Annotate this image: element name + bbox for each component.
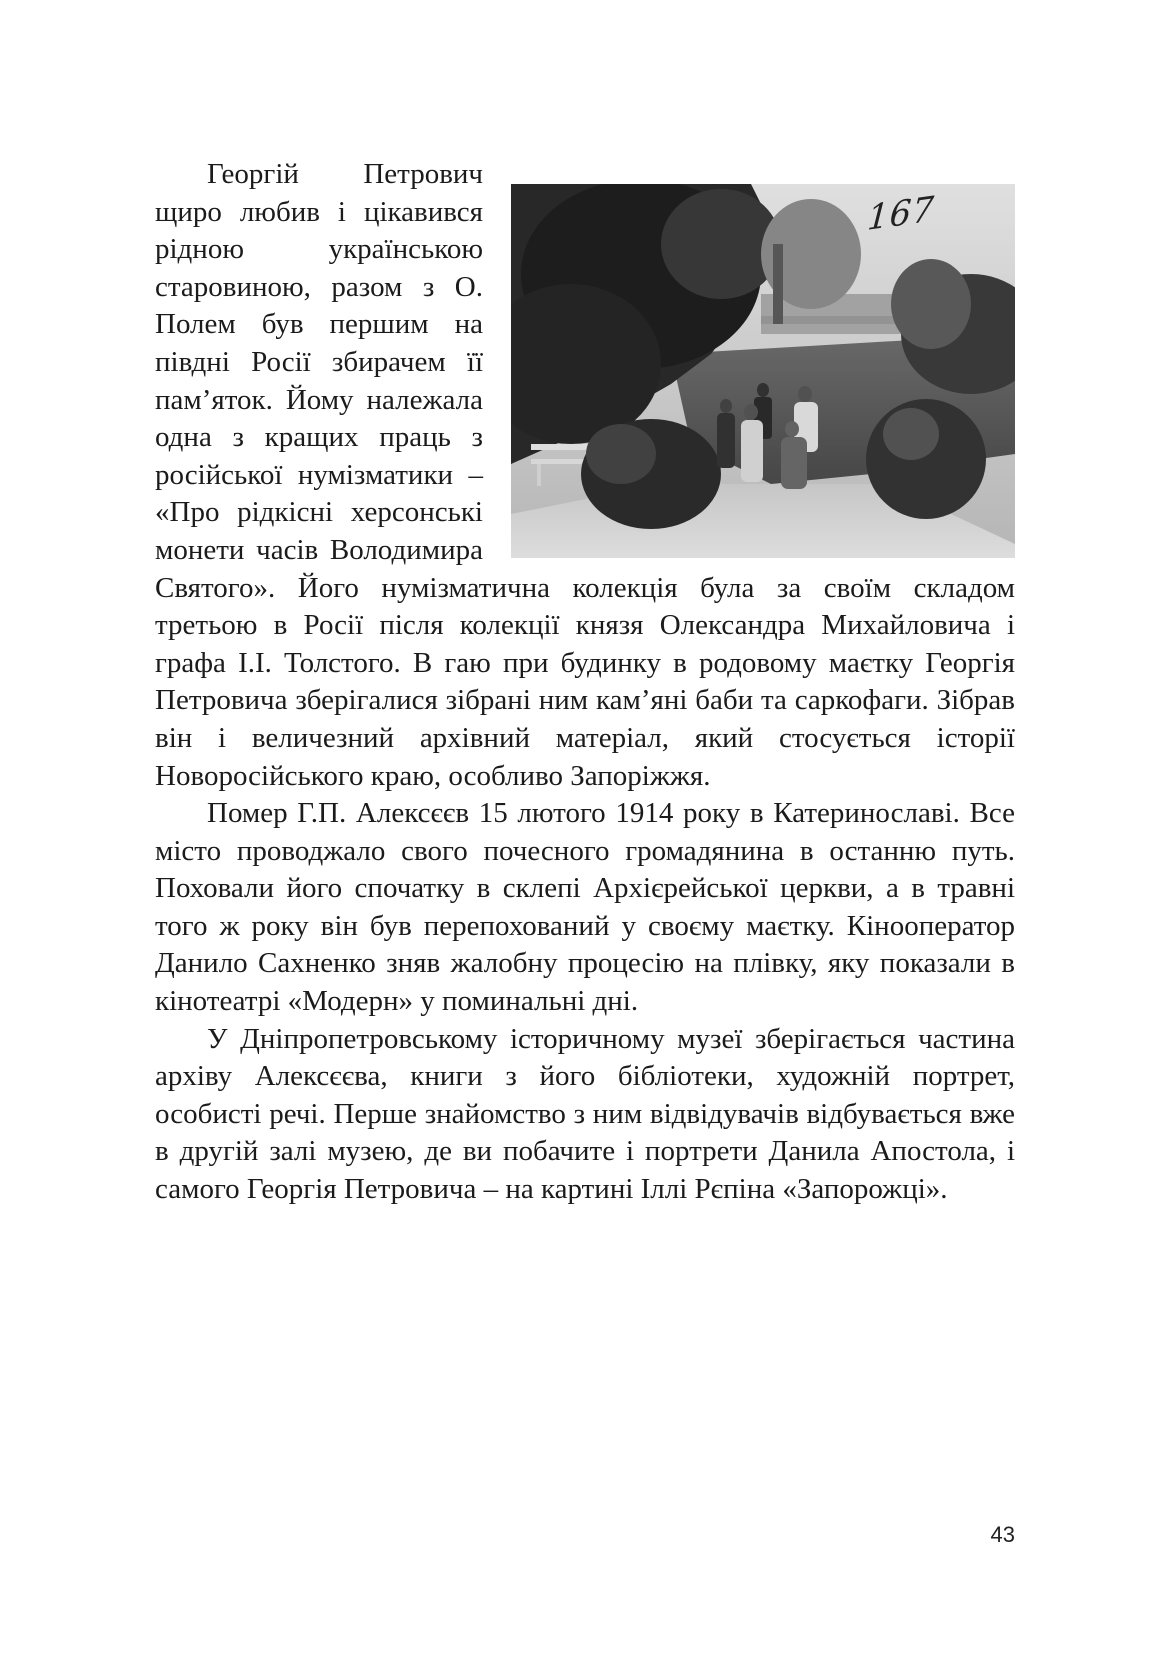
paragraph: У Дніпропетровському історичному музеї зберігається частина архіву Алексєєва, книги з його бібліотеки, художній портрет, особисті речі. Перше знайомство з ним відвідувачів відбувається вже в другій залі музею, де ви побачите і портрети Данила Апостола, і самого Георгія Петровича – на картині Іллі Рєпіна «Запорожці».	[155, 1022, 1015, 1206]
paragraph: Помер Г.П. Алексєєв 15 лютого 1914 року в Катеринославі. Все місто проводжало свого почесного громадянина в останню путь. Поховали його спочатку в склепі Архієрейської церкви, а в травні того ж року він був перепохований у своєму маєтку. Кінооператор Данило Сахненко зняв жалобну процесію на плівку, яку показали в кінотеатрі «Модерн» у поминальні дні.	[155, 797, 1015, 1018]
photo-number: 167	[866, 188, 937, 240]
page-number: 43	[990, 1522, 1015, 1547]
body-text	[155, 156, 1015, 1209]
photo-image	[511, 184, 1015, 558]
paragraph: Георгій Петрович щиро любив і цікавився рідною українською старовиною, разом з О. Полем був першим на півдні Росії збирачем її пам’яток. Йому належала одна з кращих праць з російської нумізматики – «Про рідкісні херсонські монети часів Володимира Святого». Його нумізматична колекція була за своїм складом третьою в Росії після колекції князя Олександра Михайловича і графа І.І. Толстого. В гаю при будинку в родовому маєтку Георгія Петровича зберігалися зібрані ним кам’яні баби та саркофаги. Зібрав він і величезний архівний матеріал, який стосується історії Новоросійського краю, особливо Запоріжжя.	[155, 158, 1015, 792]
garden-group-photo	[511, 184, 1015, 558]
